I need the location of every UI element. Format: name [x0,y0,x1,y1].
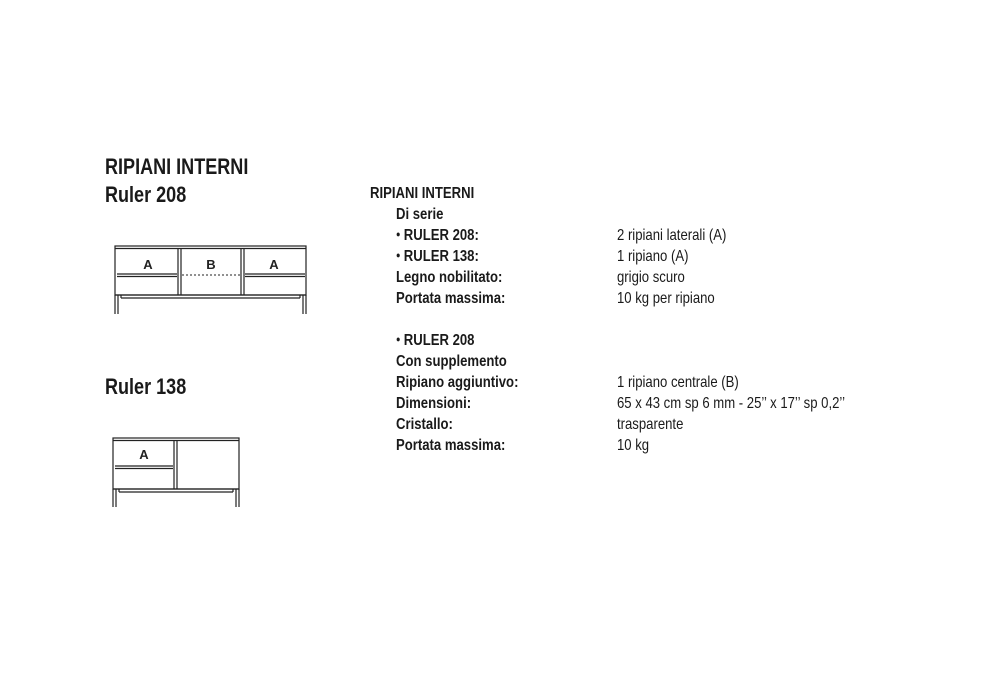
standard-row-label: Portata massima: [396,290,506,307]
extra-row-label: Portata massima: [396,437,506,454]
standard-heading: Di serie [396,206,444,223]
ruler-208-drawing [100,236,320,322]
standard-row-label: Legno nobilitato: [396,269,503,286]
standard-row-label: ● RULER 208: [396,227,497,245]
extra-row-label: Cristallo: [396,416,453,433]
ruler-138-drawing [100,430,250,516]
standard-row-label: ● RULER 138: [396,248,497,266]
standard-row-value: 2 ripiani laterali (A) [617,227,727,244]
spec-title: RIPIANI INTERNI [370,185,475,202]
extra-row-value: 10 kg [617,437,650,454]
extra-row-label: Dimensioni: [396,395,472,412]
shelf-a-right-label: A [269,257,279,272]
extra-row-value: 65 x 43 cm sp 6 mm - 25’’ x 17’’ sp 0,2’’ [617,395,846,412]
extra-row-label: Ripiano aggiuntivo: [396,374,519,391]
extra-model: ● RULER 208 [396,332,492,350]
ruler-138-label: Ruler 138 [105,374,187,399]
standard-row-value: 10 kg per ripiano [617,290,715,307]
shelf-a-left-label: A [143,257,153,272]
extra-heading: Con supplemento [396,353,507,370]
extra-row-value: 1 ripiano centrale (B) [617,374,739,391]
shelf-a-label: A [139,447,149,462]
ruler-208-label: Ruler 208 [105,182,187,207]
shelf-b-label: B [206,257,216,272]
extra-row-value: trasparente [617,416,684,433]
standard-row-value: 1 ripiano (A) [617,248,689,265]
standard-row-value: grigio scuro [617,269,685,286]
left-title: RIPIANI INTERNI [105,154,249,179]
